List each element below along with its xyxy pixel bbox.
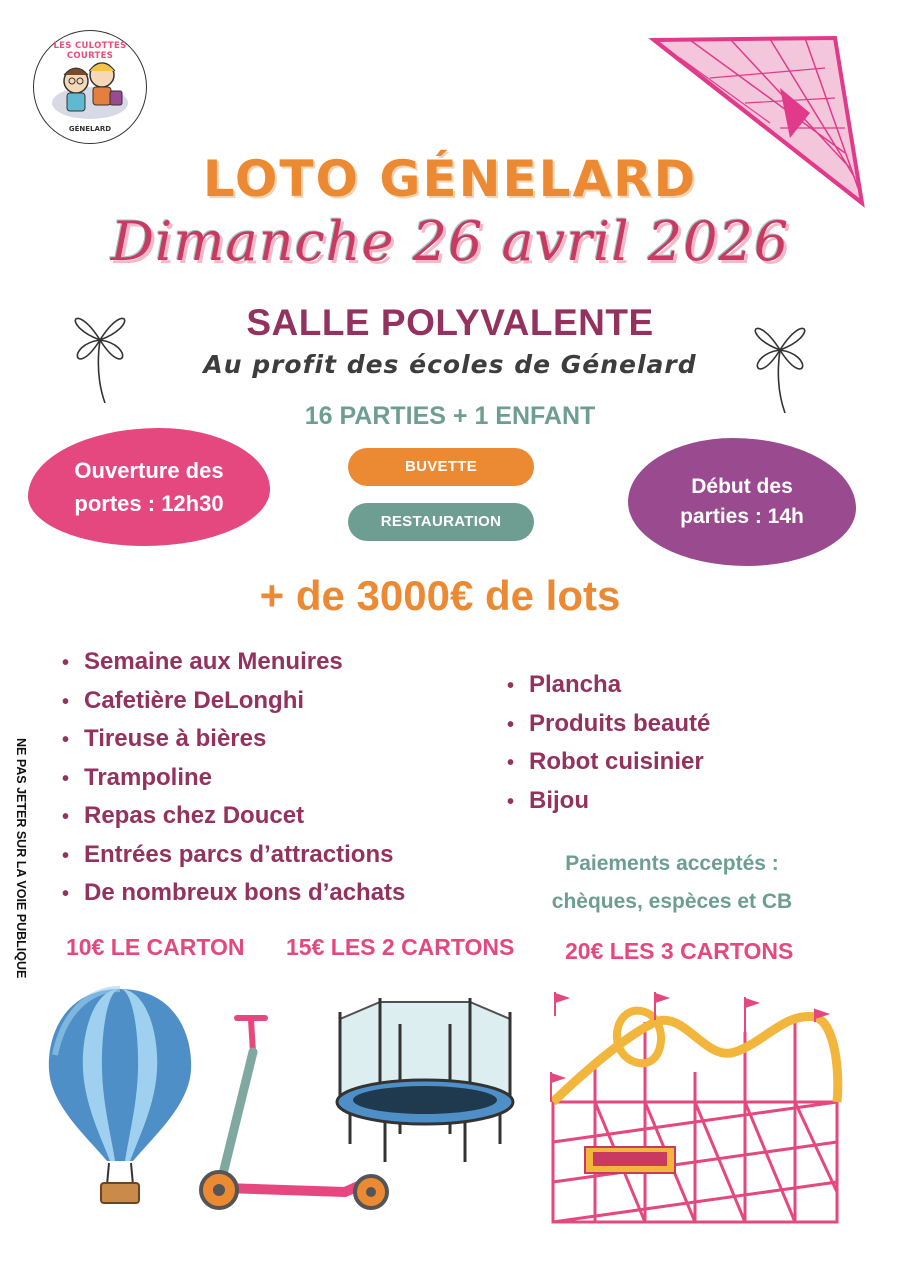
list-item: • Entrées parcs d’attractions xyxy=(62,840,394,868)
start-line-1: Début des xyxy=(691,475,793,498)
list-item: • Tireuse à bières xyxy=(62,725,267,752)
prize-total: + de 3000€ de lots xyxy=(259,572,621,619)
payment-line-2: chèques, espèces et CB xyxy=(551,890,793,913)
start-time-badge xyxy=(628,438,856,566)
list-item: • Cafetière DeLonghi xyxy=(62,686,305,714)
trampoline-icon xyxy=(330,994,520,1166)
price-two-cards: 15€ LES 2 CARTONS xyxy=(286,934,515,960)
event-title: LOTO GÉNELARD xyxy=(202,150,698,208)
games-count: 16 PARTIES + 1 ENFANT xyxy=(304,402,596,430)
prize-list-right xyxy=(507,666,710,820)
price-one-card: 10€ LE CARTON xyxy=(66,934,245,960)
logo-bottom-text: GÉNELARD xyxy=(68,125,112,133)
side-notice: NE PAS JETER SUR LA VOIE PUBLIQUE xyxy=(14,738,28,979)
list-item: • Repas chez Doucet xyxy=(62,802,305,829)
list-item: • Produits beauté xyxy=(507,709,711,737)
list-item: • De nombreux bons d’achats xyxy=(62,879,406,906)
list-item: • Trampoline xyxy=(62,763,213,791)
buvette-badge: BUVETTE xyxy=(348,448,534,486)
list-item: • Bijou xyxy=(507,786,589,814)
prize-list-left xyxy=(62,643,405,913)
opening-line-2: portes : 12h30 xyxy=(74,491,224,516)
opening-time-badge xyxy=(28,428,270,546)
benefit-line: Au profit des écoles de Génelard xyxy=(203,350,697,379)
hot-air-balloon-icon xyxy=(45,985,195,1207)
opening-line-1: Ouverture des xyxy=(74,458,224,483)
event-date: Dimanche 26 avril 2026 xyxy=(110,210,790,273)
logo-top-text: LES CULOTTES COURTES xyxy=(53,41,127,61)
price-three-cards: 20€ LES 3 CARTONS xyxy=(565,938,794,964)
roller-coaster-icon xyxy=(545,992,845,1228)
list-item: • Robot cuisinier xyxy=(507,748,704,775)
venue-name: SALLE POLYVALENTE xyxy=(246,302,654,343)
list-item: • Semaine aux Menuires xyxy=(62,648,343,675)
club-logo xyxy=(33,30,147,144)
payment-info xyxy=(516,845,828,921)
restauration-badge: RESTAURATION xyxy=(348,503,534,541)
payment-line-1: Paiements acceptés : xyxy=(565,852,779,875)
list-item: • Plancha xyxy=(507,671,622,698)
start-line-2: parties : 14h xyxy=(680,505,804,528)
